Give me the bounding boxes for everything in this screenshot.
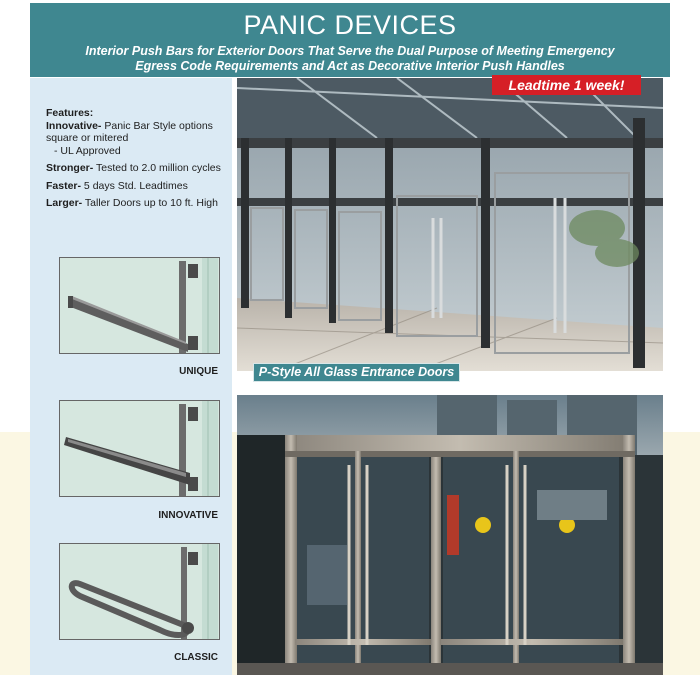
handle-label-innovative: INNOVATIVE xyxy=(158,510,218,521)
top-entrance-photo xyxy=(237,78,663,371)
page-header xyxy=(30,3,670,77)
feature-faster-label: Faster- xyxy=(46,179,82,192)
handle-classic-image xyxy=(59,543,220,640)
feature-stronger xyxy=(46,162,236,175)
feature-larger-label: Larger- xyxy=(46,197,83,209)
classic-handle-icon xyxy=(60,544,220,640)
feature-larger xyxy=(46,197,236,210)
storefront-doors-illustration xyxy=(237,395,663,675)
glass-entrance-illustration xyxy=(237,78,663,371)
unique-handle-icon xyxy=(60,258,220,354)
feature-stronger-text: Tested to 2.0 million cycles xyxy=(93,162,221,174)
handle-innovative-image xyxy=(59,400,220,497)
feature-innovative-text-2: square or mitered xyxy=(46,132,129,144)
feature-faster-text: 5 days Std. Leadtimes xyxy=(81,179,188,192)
feature-larger-text: Taller Doors up to 10 ft. High xyxy=(82,197,218,209)
features-list xyxy=(46,107,236,215)
feature-innovative xyxy=(46,120,236,158)
bottom-entrance-photo xyxy=(237,395,663,675)
leadtime-badge: Leadtime 1 week! xyxy=(492,75,641,95)
feature-ul-approved: - UL Approved xyxy=(54,144,121,157)
top-photo-caption: P-Style All Glass Entrance Doors xyxy=(253,363,460,382)
feature-innovative-text: Panic Bar Style options xyxy=(101,119,213,132)
handle-label-classic: CLASSIC xyxy=(174,652,218,663)
feature-faster xyxy=(46,180,236,193)
handle-label-unique: UNIQUE xyxy=(179,366,218,377)
subtitle-line-1: Interior Push Bars for Exterior Doors That Serve the Dual Purpose of Meeting Emergency xyxy=(85,44,615,58)
subtitle-line-2: Egress Code Requirements and Act as Decorative Interior Push Handles xyxy=(135,58,565,73)
page-title: PANIC DEVICES xyxy=(243,10,457,40)
features-heading: Features: xyxy=(46,107,94,119)
innovative-handle-icon xyxy=(60,401,220,497)
handle-unique-image xyxy=(59,257,220,354)
feature-stronger-label: Stronger- xyxy=(46,162,94,174)
feature-innovative-label: Innovative- xyxy=(46,119,102,132)
